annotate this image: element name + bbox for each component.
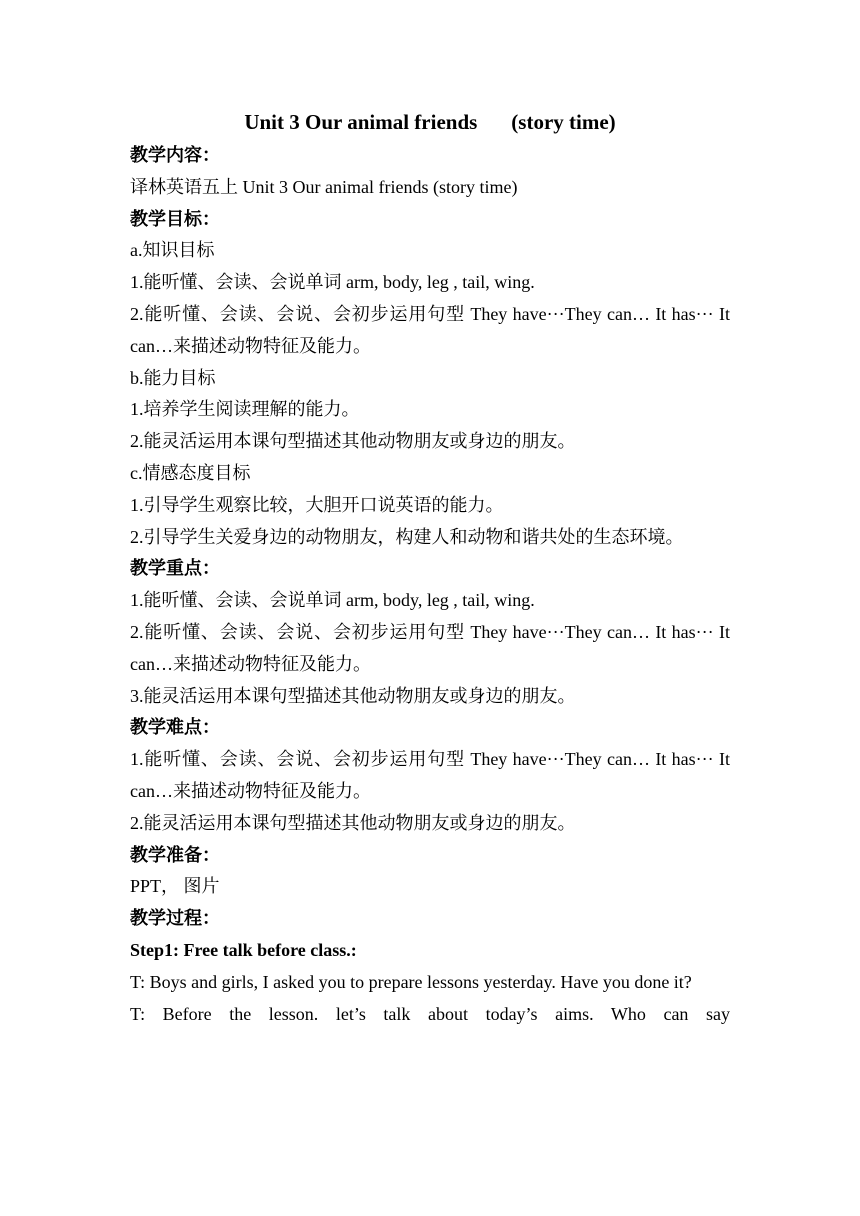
section-heading-key-points: 教学重点： — [130, 558, 220, 579]
document-page — [130, 107, 730, 1030]
objective-line: 1.能听懂、会读、会说单词 arm, body, leg , tail, wing. — [130, 272, 535, 293]
title-sub: (story time) — [511, 110, 616, 134]
objective-line: 2.能听懂、会读、会说、会初步运用句型 They have···They can… It has··· It can…来描述动物特征及能力。 — [130, 303, 730, 356]
subheading-knowledge: a.知识目标 — [130, 240, 215, 261]
dialogue-line: T: Boys and girls, I asked you to prepare lessons yesterday. Have you done it? — [130, 971, 692, 992]
content-line: 译林英语五上 Unit 3 Our animal friends (story time) — [130, 176, 518, 197]
difficulty-line: 1.能听懂、会读、会说、会初步运用句型 They have···They can… It has··· It can…来描述动物特征及能力。 — [130, 749, 730, 801]
key-point-line: 3.能灵活运用本课句型描述其他动物朋友或身边的朋友。 — [130, 685, 576, 706]
key-point-line: 1.能听懂、会读、会说单词 arm, body, leg , tail, wing. — [130, 590, 535, 611]
section-heading-procedure: 教学过程： — [130, 908, 220, 929]
key-point-line: 2.能听懂、会读、会说、会初步运用句型 They have···They can… It has··· It can…来描述动物特征及能力。 — [130, 621, 730, 674]
preparation-line: PPT， 图片 — [130, 876, 220, 897]
subheading-emotion: c.情感态度目标 — [130, 462, 251, 483]
section-heading-objectives: 教学目标： — [130, 208, 220, 229]
objective-line: 1.培养学生阅读理解的能力。 — [130, 399, 360, 420]
subheading-ability: b.能力目标 — [130, 367, 216, 388]
difficulty-line: 2.能灵活运用本课句型描述其他动物朋友或身边的朋友。 — [130, 812, 576, 833]
objective-line: 2.引导学生关爱身边的动物朋友，构建人和动物和谐共处的生态环境。 — [130, 526, 684, 547]
title-main: Unit 3 Our animal friends — [244, 110, 478, 134]
dialogue-line: T: Before the lesson. let’s talk about today’s aims. Who can say — [130, 1003, 730, 1024]
objective-line: 1.引导学生观察比较，大胆开口说英语的能力。 — [130, 494, 504, 515]
section-heading-content: 教学内容： — [130, 145, 220, 165]
objective-line: 2.能灵活运用本课句型描述其他动物朋友或身边的朋友。 — [130, 431, 576, 452]
document-title — [130, 107, 730, 137]
step-heading: Step1: Free talk before class.: — [130, 939, 357, 960]
section-heading-difficulties: 教学难点： — [130, 717, 220, 738]
section-heading-preparation: 教学准备： — [130, 844, 220, 865]
